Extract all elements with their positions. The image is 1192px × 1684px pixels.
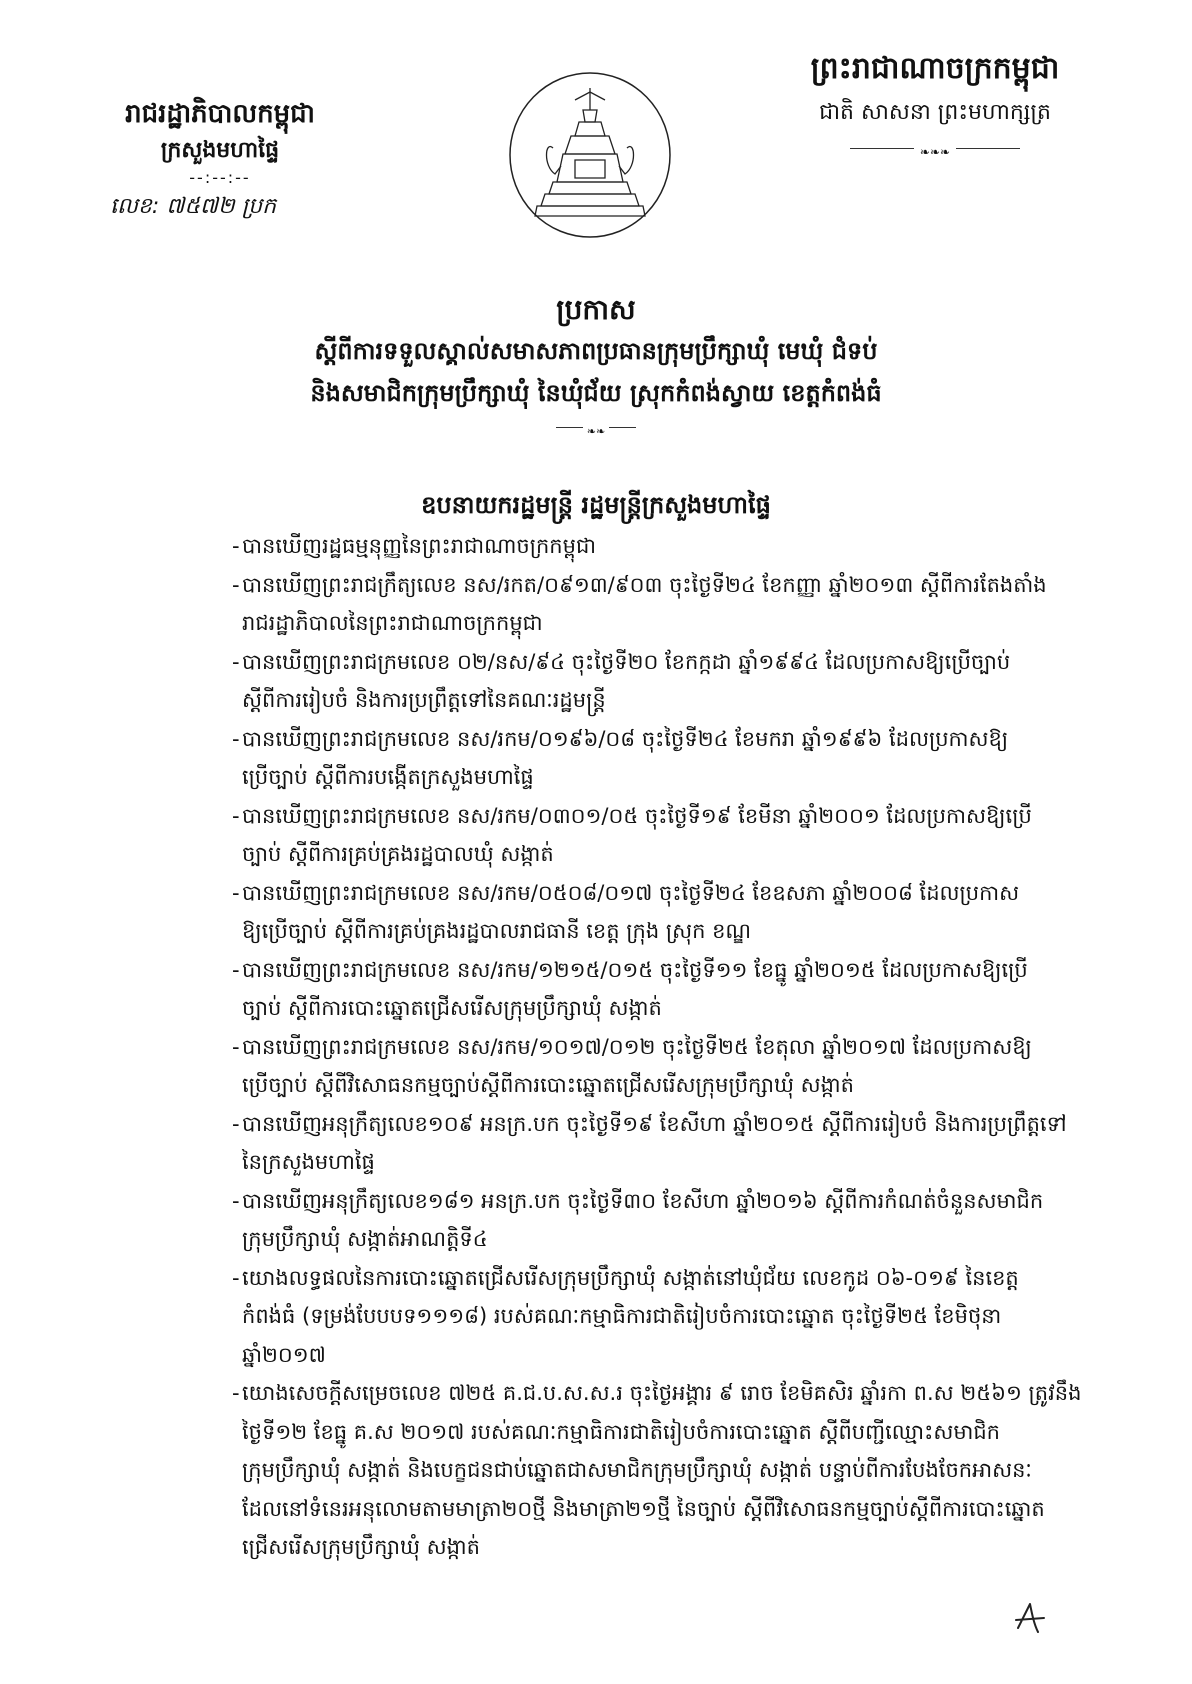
legal-basis-text: បានឃើញរដ្ឋធម្មនុញ្ញនៃព្រះរាជាណាចក្រកម្ពុជា [242, 534, 596, 558]
bullet-dash: - [232, 957, 240, 982]
legal-basis-text: ជ្រើសរើសក្រុមប្រឹក្សាឃុំ សង្កាត់ [242, 1535, 481, 1559]
kingdom-motto-header [770, 45, 1100, 159]
legal-basis-line [232, 720, 1110, 759]
legal-basis-line [242, 1297, 1110, 1336]
bullet-dash: - [232, 1111, 240, 1136]
document-type-heading: ប្រកាស [556, 293, 636, 326]
subject-line-1: ស្តីពីការទទួលស្គាល់សមាសភាពប្រធានក្រុមប្រឹក្សាឃុំ មេឃុំ ជំទប់ [314, 337, 878, 365]
legal-basis-line [242, 912, 1110, 951]
reference-number: លេខ: ៧៥៧២ ប្រក [110, 194, 277, 219]
legal-basis-text: កំពង់ធំ (ទម្រង់បែបបទ១១១៨) របស់គណៈកម្មាធិការជាតិរៀបចំការបោះឆ្នោត ចុះថ្ងៃទី២៥ ខែមិថុនា [242, 1304, 1002, 1328]
legal-basis-text: ច្បាប់ ស្តីពីការគ្រប់គ្រងរដ្ឋបាលឃុំ សង្កាត់ [242, 842, 554, 866]
legal-basis-line [242, 604, 1110, 643]
legal-basis-text: យោងលទ្ធផលនៃការបោះឆ្នោតជ្រើសរើសក្រុមប្រឹក្សាឃុំ សង្កាត់នៅឃុំជ័យ លេខកូដ ០៦-០១៩ នៃខេត្ត [242, 1265, 1019, 1290]
issuing-authority: ឧបនាយករដ្ឋមន្ត្រី រដ្ឋមន្ត្រីក្រសួងមហាផ្ទៃ [421, 491, 771, 519]
document-title-block [180, 290, 1012, 438]
legal-basis-line [232, 1259, 1110, 1298]
legal-basis-text: នៃក្រសួងមហាផ្ទៃ [242, 1150, 375, 1174]
title-divider [556, 420, 636, 438]
legal-basis-text: បានឃើញព្រះរាជក្រមលេខ នស/រកម/០៣០១/០៥ ចុះថ្ងៃទី១៩ ខែមីនា ឆ្នាំ២០០១ ដែលប្រកាសឱ្យប្រើ [242, 803, 1032, 828]
legal-basis-text: ថ្ងៃទី១២ ខែធ្នូ គ.ស ២០១៧ របស់គណៈកម្មាធិការជាតិរៀបចំការបោះឆ្នោត ស្តីពីបញ្ជីឈ្មោះសមាជិក [242, 1419, 1000, 1444]
legal-basis-text: ច្បាប់ ស្តីពីការបោះឆ្នោតជ្រើសរើសក្រុមប្រឹក្សាឃុំ សង្កាត់ [242, 996, 662, 1020]
legal-basis-line [242, 1336, 1110, 1375]
legal-basis-text: បានឃើញព្រះរាជក្រមលេខ នស/រកម/១២១៥/០១៥ ចុះថ្ងៃទី១១ ខែធ្នូ ឆ្នាំ២០១៥ ដែលប្រកាសឱ្យប្រើ [242, 957, 1028, 982]
legal-basis-text: បានឃើញអនុក្រឹត្យលេខ១៨១ អនក្រ.បក ចុះថ្ងៃទី៣០ ខែសីហា ឆ្នាំ២០១៦ ស្តីពីការកំណត់ចំនួនសមាជិក [242, 1188, 1044, 1213]
legal-basis-line [242, 835, 1110, 874]
bullet-dash: - [232, 1381, 240, 1405]
bullet-dash: - [232, 880, 240, 905]
legal-basis-text: ក្រុមប្រឹក្សាឃុំ សង្កាត់អាណត្តិទី៤ [242, 1227, 488, 1251]
legal-basis-text: ស្តីពីការរៀបចំ និងការប្រព្រឹត្តទៅនៃគណៈរដ្ឋមន្ត្រី [242, 688, 606, 712]
motto-divider-ornament: ❧❧❧ [914, 145, 956, 159]
legal-basis-line [242, 1451, 1110, 1490]
legal-basis-line [242, 1528, 1110, 1567]
legal-basis-text: ឆ្នាំ២០១៧ [242, 1342, 326, 1367]
legal-basis-line [232, 874, 1110, 913]
legal-basis-text: ប្រើច្បាប់ ស្តីពីការបង្កើតក្រសួងមហាផ្ទៃ [242, 765, 534, 789]
title-divider-ornament: ❧❧ [583, 425, 609, 438]
bullet-dash: - [232, 803, 240, 828]
legal-basis-text: បានឃើញព្រះរាជក្រមលេខ នស/រកម/០៥០៨/០១៧ ចុះថ្ងៃទី២៤ ខែឧសភា ឆ្នាំ២០០៨ ដែលប្រកាស [242, 880, 1020, 905]
bullet-dash: - [232, 1265, 240, 1290]
legal-basis-line [242, 758, 1110, 797]
legal-basis-text: រាជរដ្ឋាភិបាលនៃព្រះរាជាណាចក្រកម្ពុជា [242, 611, 543, 635]
legal-basis-line [232, 1028, 1110, 1067]
legal-basis-line [242, 989, 1110, 1028]
subject-line-2: និងសមាជិកក្រុមប្រឹក្សាឃុំ នៃឃុំជ័យ ស្រុកកំពង់ស្វាយ ខេត្តកំពង់ធំ [310, 379, 882, 407]
legal-basis-text: បានឃើញព្រះរាជក្រមលេខ ០២/នស/៩៤ ចុះថ្ងៃទី២០ ខែកក្កដា ឆ្នាំ១៩៩៤ ដែលប្រកាសឱ្យប្រើច្បាប់ [242, 649, 1011, 674]
legal-basis-line [232, 527, 1110, 566]
legal-basis-line [242, 1220, 1110, 1259]
legal-basis-line [242, 1413, 1110, 1452]
bullet-dash: - [232, 534, 240, 558]
legal-basis-text: ប្រើច្បាប់ ស្តីពីវិសោធនកម្មច្បាប់ស្តីពីការបោះឆ្នោតជ្រើសរើសក្រុមប្រឹក្សាឃុំ សង្កាត់ [242, 1073, 854, 1097]
bullet-dash: - [232, 1188, 240, 1213]
motto-divider [850, 141, 1020, 159]
royal-emblem-icon [505, 70, 675, 240]
bullet-dash: - [232, 649, 240, 674]
bullet-dash: - [232, 572, 240, 597]
legal-basis-text: យោងសេចក្តីសម្រេចលេខ ៧២៥ គ.ជ.ប.ស.ស.រ ចុះថ្ងៃអង្គារ ៩ រោច ខែមិគសិរ ឆ្នាំរកា ព.ស ២៥៦១ ត្រូវនឹង [242, 1381, 1082, 1405]
ornament-divider: --:--:-- [189, 168, 251, 187]
legal-basis-line [242, 1490, 1110, 1529]
legal-basis-line [232, 797, 1110, 836]
ministry-name: ក្រសួងមហាផ្ទៃ [160, 138, 280, 163]
legal-basis-line [232, 1374, 1110, 1413]
legal-basis-line [232, 1105, 1110, 1144]
legal-basis-line [242, 1143, 1110, 1182]
government-name: រាជរដ្ឋាភិបាលកម្ពុជា [125, 99, 315, 129]
legal-basis-line [232, 643, 1110, 682]
legal-basis-line [232, 1182, 1110, 1221]
legal-basis-list [232, 527, 1110, 1567]
legal-basis-line [232, 566, 1110, 605]
legal-basis-text: ដែលនៅទំនេរអនុលោមតាមមាត្រា២០ថ្មី និងមាត្រា២១ថ្មី នៃច្បាប់ ស្តីពីវិសោធនកម្មច្បាប់ស្តីពីការបោះឆ្នោត [242, 1496, 1045, 1521]
kingdom-name: ព្រះរាជាណាចក្រកម្ពុជា [810, 51, 1060, 86]
legal-basis-text: បានឃើញអនុក្រឹត្យលេខ១០៩ អនក្រ.បក ចុះថ្ងៃទី១៩ ខែសីហា ឆ្នាំ២០១៥ ស្តីពីការរៀបចំ និងការប្រព្រឹត្តទៅ [242, 1111, 1067, 1136]
initial-signature-icon [1010, 1598, 1050, 1638]
legal-basis-text: ឱ្យប្រើច្បាប់ ស្តីពីការគ្រប់គ្រងរដ្ឋបាលរាជធានី ខេត្ត ក្រុង ស្រុក ខណ្ឌ [242, 919, 752, 943]
legal-basis-line [242, 1066, 1110, 1105]
bullet-dash: - [232, 1034, 240, 1059]
bullet-dash: - [232, 726, 240, 751]
legal-basis-text: ក្រុមប្រឹក្សាឃុំ សង្កាត់ និងបេក្ខជនជាប់ឆ្នោតជាសមាជិកក្រុមប្រឹក្សាឃុំ សង្កាត់ បន្ទាប់ពីការបែងចែកអាសនៈ [242, 1458, 1032, 1482]
legal-basis-line [232, 951, 1110, 990]
legal-basis-line [242, 681, 1110, 720]
legal-basis-text: បានឃើញព្រះរាជក្រមលេខ នស/រកម/១០១៧/០១២ ចុះថ្ងៃទី២៥ ខែតុលា ឆ្នាំ២០១៧ ដែលប្រកាសឱ្យ [242, 1034, 1032, 1059]
national-motto: ជាតិ សាសនា ព្រះមហាក្សត្រ [819, 100, 1051, 125]
legal-basis-text: បានឃើញព្រះរាជក្រមលេខ នស/រកម/០១៩៦/០៨ ចុះថ្ងៃទី២៤ ខែមករា ឆ្នាំ១៩៩៦ ដែលប្រកាសឱ្យ [242, 726, 1009, 751]
issuer-header [90, 95, 350, 227]
legal-basis-text: បានឃើញព្រះរាជក្រឹត្យលេខ នស/រកត/០៩១៣/៩០៣ ចុះថ្ងៃទី២៤ ខែកញ្ញា ឆ្នាំ២០១៣ ស្តីពីការតែងតាំង [242, 572, 1047, 597]
